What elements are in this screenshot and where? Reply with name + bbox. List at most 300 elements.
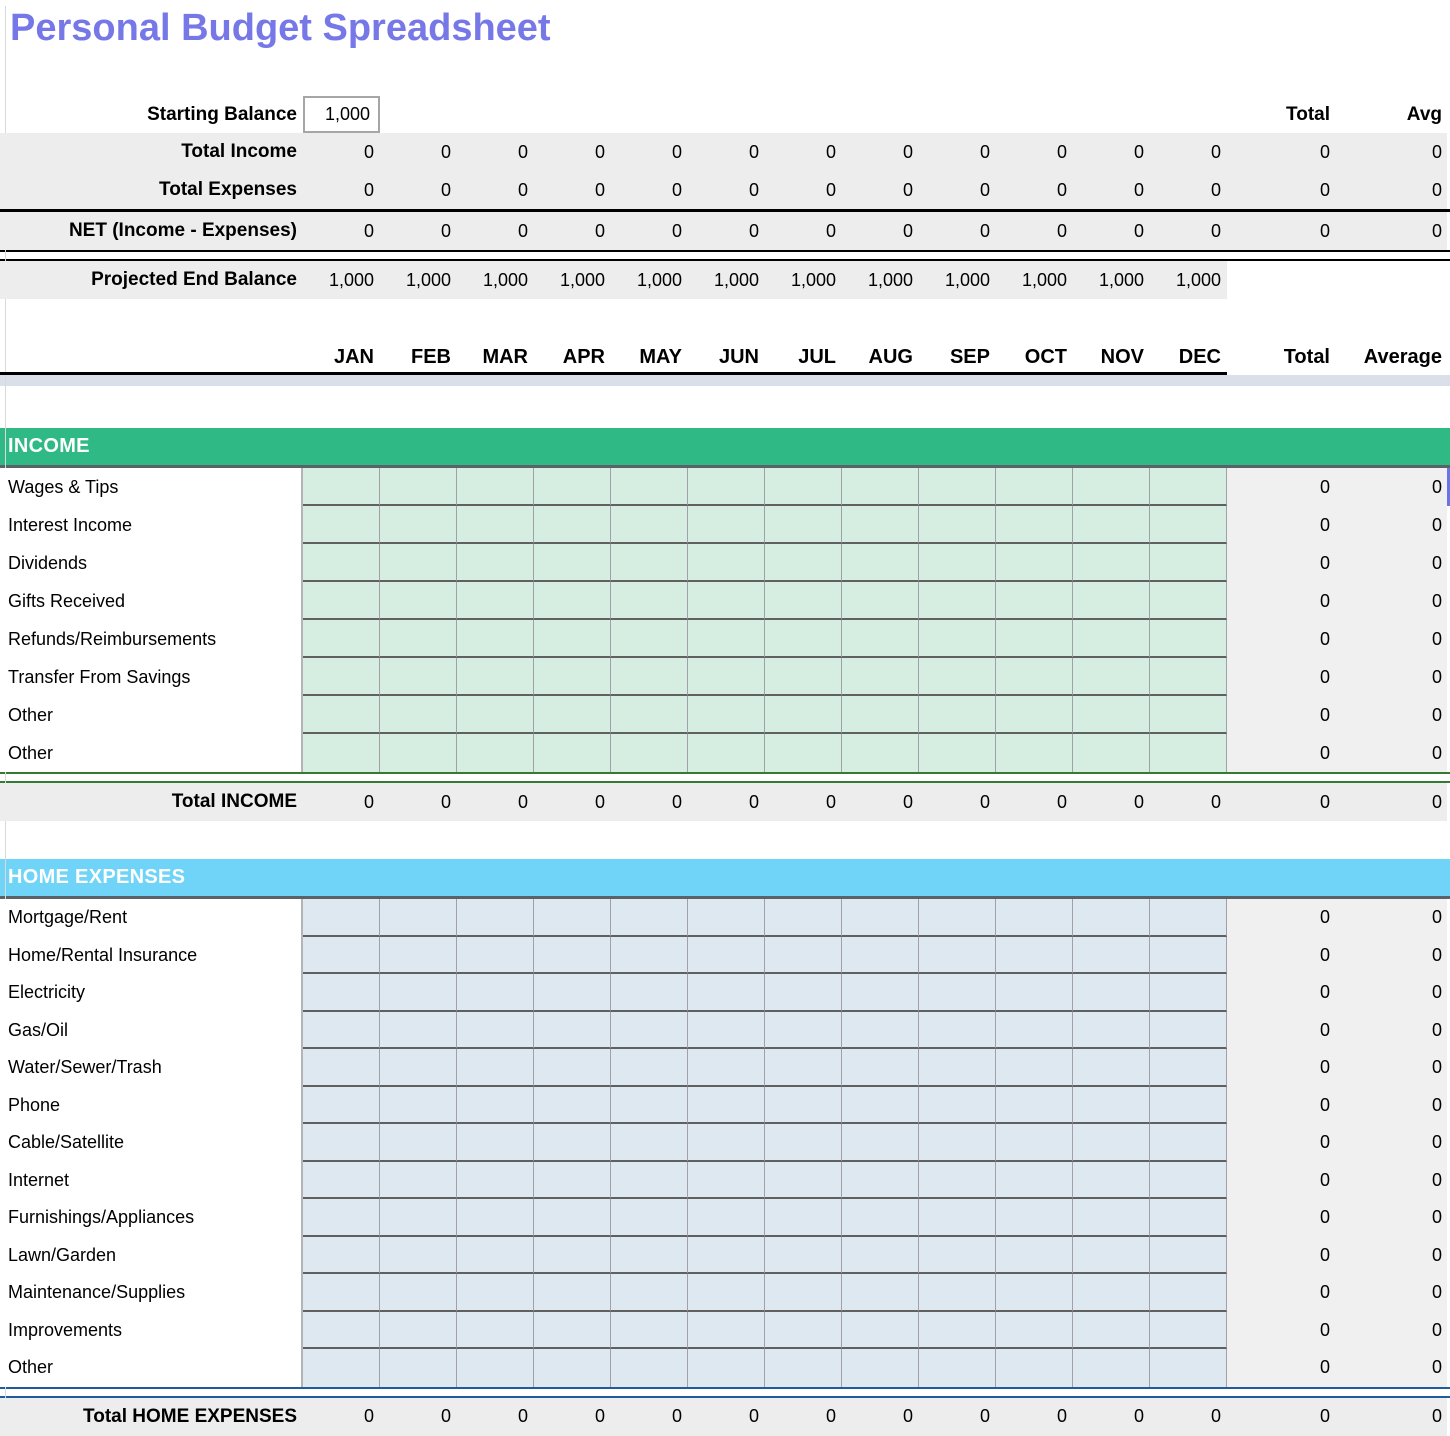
data-cell[interactable] [1150, 1087, 1227, 1125]
data-cell[interactable] [1073, 1049, 1150, 1087]
data-cell[interactable] [765, 1012, 842, 1050]
data-cell[interactable] [919, 582, 996, 620]
data-cell[interactable] [534, 974, 611, 1012]
total-month-value: 0 [842, 1398, 919, 1436]
data-cell[interactable] [534, 506, 611, 544]
data-cell[interactable] [996, 1049, 1073, 1087]
average-label: Average [1363, 345, 1442, 368]
data-cell[interactable] [919, 1087, 996, 1125]
data-cell[interactable] [996, 974, 1073, 1012]
data-cell[interactable] [534, 582, 611, 620]
data-cell[interactable] [688, 1199, 765, 1237]
data-cell[interactable] [765, 658, 842, 696]
data-cell[interactable] [688, 696, 765, 734]
data-cell[interactable] [303, 696, 380, 734]
data-cell[interactable] [1150, 582, 1227, 620]
data-cell[interactable] [996, 734, 1073, 772]
data-cell[interactable] [457, 1087, 534, 1125]
data-cell[interactable] [1073, 620, 1150, 658]
data-cell[interactable] [919, 1237, 996, 1275]
data-cell[interactable] [534, 620, 611, 658]
data-cell[interactable] [303, 899, 380, 937]
data-cell[interactable] [380, 1199, 457, 1237]
data-cell[interactable] [380, 1274, 457, 1312]
data-cell[interactable] [1150, 1237, 1227, 1275]
data-cell[interactable] [534, 734, 611, 772]
data-cell[interactable] [1073, 696, 1150, 734]
data-cell[interactable] [457, 696, 534, 734]
data-cell[interactable] [611, 1124, 688, 1162]
data-cell[interactable] [996, 1237, 1073, 1275]
data-cell[interactable] [688, 1349, 765, 1387]
row-label-cell[interactable]: Wages & Tips [0, 468, 303, 506]
data-cell[interactable] [688, 1087, 765, 1125]
row-label-cell[interactable]: Furnishings/Appliances [0, 1199, 303, 1237]
data-cell[interactable] [1150, 937, 1227, 975]
total-month-value: 0 [457, 1398, 534, 1436]
row-label-cell[interactable]: Gas/Oil [0, 1012, 303, 1050]
data-cell[interactable] [380, 937, 457, 975]
data-cell[interactable] [611, 696, 688, 734]
data-cell[interactable] [996, 937, 1073, 975]
data-cell[interactable] [457, 1162, 534, 1200]
data-cell[interactable] [303, 1087, 380, 1125]
data-cell[interactable] [534, 1312, 611, 1350]
row-label-cell[interactable]: Home/Rental Insurance [0, 937, 303, 975]
summary-month-value: 0 [996, 171, 1073, 209]
data-cell[interactable] [765, 974, 842, 1012]
data-cell[interactable] [919, 974, 996, 1012]
data-cell[interactable] [996, 1012, 1073, 1050]
data-cell[interactable] [688, 1162, 765, 1200]
data-cell[interactable] [688, 937, 765, 975]
data-cell[interactable] [303, 658, 380, 696]
data-cell[interactable] [919, 1199, 996, 1237]
data-cell[interactable] [1073, 1274, 1150, 1312]
data-cell[interactable] [303, 582, 380, 620]
summary-month-value: 1,000 [534, 261, 611, 299]
row-label-cell[interactable]: Other [0, 696, 303, 734]
data-cell[interactable] [765, 937, 842, 975]
row-label-cell[interactable]: Other [0, 734, 303, 772]
row-label-cell[interactable]: Mortgage/Rent [0, 899, 303, 937]
data-cell[interactable] [842, 937, 919, 975]
data-cell[interactable] [534, 1012, 611, 1050]
data-cell[interactable] [303, 734, 380, 772]
data-cell[interactable] [1150, 1124, 1227, 1162]
data-cell[interactable] [688, 734, 765, 772]
data-cell[interactable] [380, 1087, 457, 1125]
data-cell[interactable] [611, 1312, 688, 1350]
data-cell[interactable] [1073, 1087, 1150, 1125]
data-cell[interactable] [1150, 1012, 1227, 1050]
data-cell[interactable] [842, 1049, 919, 1087]
data-cell[interactable] [303, 620, 380, 658]
data-cell[interactable] [534, 1162, 611, 1200]
row-label-cell[interactable]: Water/Sewer/Trash [0, 1049, 303, 1087]
data-cell[interactable] [842, 1012, 919, 1050]
data-cell[interactable] [380, 506, 457, 544]
data-cell[interactable] [380, 1162, 457, 1200]
data-cell[interactable] [611, 658, 688, 696]
data-cell[interactable] [919, 1274, 996, 1312]
data-cell[interactable] [919, 734, 996, 772]
data-cell[interactable] [457, 899, 534, 937]
data-cell[interactable] [842, 468, 919, 506]
row-label-cell[interactable]: Interest Income [0, 506, 303, 544]
data-cell[interactable] [688, 544, 765, 582]
data-cell[interactable] [688, 582, 765, 620]
data-cell[interactable] [611, 582, 688, 620]
data-cell[interactable] [688, 1012, 765, 1050]
total-month-value: 0 [842, 783, 919, 821]
row-avg-value: 0 [1337, 734, 1447, 772]
data-cell[interactable] [380, 899, 457, 937]
row-label-cell[interactable]: Gifts Received [0, 582, 303, 620]
row-label-cell[interactable]: Dividends [0, 544, 303, 582]
summary-month-value: 0 [919, 212, 996, 250]
data-cell[interactable] [1150, 544, 1227, 582]
data-cell[interactable] [996, 1162, 1073, 1200]
data-cell[interactable] [611, 734, 688, 772]
total-month-value: 0 [1150, 1398, 1227, 1436]
data-cell[interactable] [996, 582, 1073, 620]
data-cell[interactable] [1073, 468, 1150, 506]
data-cell[interactable] [919, 696, 996, 734]
data-cell[interactable] [996, 899, 1073, 937]
data-cell[interactable] [457, 1274, 534, 1312]
data-cell[interactable] [611, 1274, 688, 1312]
data-cell[interactable] [534, 544, 611, 582]
data-cell[interactable] [919, 506, 996, 544]
data-cell[interactable] [611, 1012, 688, 1050]
data-cell[interactable] [457, 937, 534, 975]
data-cell[interactable] [380, 468, 457, 506]
data-cell[interactable] [611, 974, 688, 1012]
data-cell[interactable] [534, 1087, 611, 1125]
data-cell[interactable] [1150, 1312, 1227, 1350]
data-cell[interactable] [996, 506, 1073, 544]
data-cell[interactable] [765, 1199, 842, 1237]
data-cell[interactable] [996, 620, 1073, 658]
data-cell[interactable] [919, 1349, 996, 1387]
row-total-value: 0 [1227, 1162, 1337, 1200]
data-cell[interactable] [534, 696, 611, 734]
summary-month-value: 1,000 [919, 261, 996, 299]
data-cell[interactable] [457, 1049, 534, 1087]
data-cell[interactable] [765, 899, 842, 937]
data-cell[interactable] [534, 1199, 611, 1237]
data-cell[interactable] [457, 620, 534, 658]
data-cell[interactable] [380, 696, 457, 734]
data-cell[interactable] [842, 1162, 919, 1200]
data-cell[interactable] [1150, 658, 1227, 696]
data-cell[interactable] [1073, 544, 1150, 582]
data-cell[interactable] [303, 974, 380, 1012]
data-cell[interactable] [996, 696, 1073, 734]
data-cell[interactable] [1150, 974, 1227, 1012]
row-label-cell[interactable]: Refunds/Reimbursements [0, 620, 303, 658]
data-cell[interactable] [380, 734, 457, 772]
data-cell[interactable] [688, 1274, 765, 1312]
data-cell[interactable] [534, 658, 611, 696]
data-cell[interactable] [688, 1049, 765, 1087]
data-cell[interactable] [457, 544, 534, 582]
data-cell[interactable] [996, 1312, 1073, 1350]
data-cell[interactable] [688, 974, 765, 1012]
data-cell[interactable] [996, 1349, 1073, 1387]
data-cell[interactable] [765, 1274, 842, 1312]
data-cell[interactable] [919, 544, 996, 582]
row-label-cell[interactable]: Maintenance/Supplies [0, 1274, 303, 1312]
data-cell[interactable] [457, 506, 534, 544]
data-cell[interactable] [688, 506, 765, 544]
data-cell[interactable] [380, 1124, 457, 1162]
expenses-total-divider [0, 1387, 1450, 1398]
data-cell[interactable] [380, 1012, 457, 1050]
data-cell[interactable] [842, 1124, 919, 1162]
data-cell[interactable] [303, 468, 380, 506]
data-cell[interactable] [1073, 899, 1150, 937]
data-cell[interactable] [1073, 1199, 1150, 1237]
data-cell[interactable] [765, 1162, 842, 1200]
data-cell[interactable] [534, 468, 611, 506]
row-total-value: 0 [1227, 899, 1337, 937]
data-cell[interactable] [842, 1349, 919, 1387]
data-cell[interactable] [688, 658, 765, 696]
data-cell[interactable] [842, 1312, 919, 1350]
data-cell[interactable] [688, 1124, 765, 1162]
data-cell[interactable] [842, 658, 919, 696]
data-cell[interactable] [611, 1087, 688, 1125]
data-cell[interactable] [842, 1274, 919, 1312]
data-cell[interactable] [534, 1349, 611, 1387]
data-cell[interactable] [1150, 1349, 1227, 1387]
data-cell[interactable] [688, 899, 765, 937]
data-cell[interactable] [457, 734, 534, 772]
data-cell[interactable] [688, 468, 765, 506]
data-cell[interactable] [919, 658, 996, 696]
data-cell[interactable] [1073, 937, 1150, 975]
row-avg-value: 0 [1337, 1049, 1447, 1087]
data-cell[interactable] [1150, 468, 1227, 506]
data-cell[interactable] [765, 1349, 842, 1387]
data-cell[interactable] [380, 1237, 457, 1275]
data-cell[interactable] [611, 544, 688, 582]
row-label-cell[interactable]: Other [0, 1349, 303, 1387]
row-label-cell[interactable]: Transfer From Savings [0, 658, 303, 696]
data-cell[interactable] [303, 1274, 380, 1312]
data-cell[interactable] [919, 1312, 996, 1350]
data-cell[interactable] [919, 1124, 996, 1162]
income-row [0, 544, 1450, 582]
expense-row [0, 1312, 1450, 1350]
data-cell[interactable] [765, 506, 842, 544]
summary-month-value: 1,000 [303, 261, 380, 299]
row-label-cell[interactable]: Cable/Satellite [0, 1124, 303, 1162]
data-cell[interactable] [1073, 1312, 1150, 1350]
data-cell[interactable] [1073, 974, 1150, 1012]
data-cell[interactable] [842, 506, 919, 544]
data-cell[interactable] [842, 582, 919, 620]
data-cell[interactable] [919, 1012, 996, 1050]
data-cell[interactable] [457, 974, 534, 1012]
data-cell[interactable] [534, 1124, 611, 1162]
data-cell[interactable] [842, 544, 919, 582]
data-cell[interactable] [842, 1199, 919, 1237]
data-cell[interactable] [919, 899, 996, 937]
data-cell[interactable] [1073, 734, 1150, 772]
data-cell[interactable] [534, 1049, 611, 1087]
data-cell[interactable] [1150, 1162, 1227, 1200]
data-cell[interactable] [457, 1237, 534, 1275]
row-label-cell[interactable]: Improvements [0, 1312, 303, 1350]
data-cell[interactable] [688, 1237, 765, 1275]
total-month-value: 0 [1150, 783, 1227, 821]
row-label-cell[interactable]: Lawn/Garden [0, 1237, 303, 1275]
data-cell[interactable] [1150, 1199, 1227, 1237]
data-cell[interactable] [1073, 506, 1150, 544]
data-cell[interactable] [842, 1087, 919, 1125]
data-cell[interactable] [919, 1049, 996, 1087]
data-cell[interactable] [765, 468, 842, 506]
data-cell[interactable] [996, 544, 1073, 582]
data-cell[interactable] [611, 899, 688, 937]
data-cell[interactable] [457, 1012, 534, 1050]
data-cell[interactable] [457, 582, 534, 620]
month-label: FEB [411, 345, 451, 368]
data-cell[interactable] [842, 734, 919, 772]
data-cell[interactable] [1150, 506, 1227, 544]
data-cell[interactable] [1073, 1124, 1150, 1162]
data-cell[interactable] [534, 1237, 611, 1275]
data-cell[interactable] [1073, 1349, 1150, 1387]
data-cell[interactable] [457, 1199, 534, 1237]
data-cell[interactable] [1150, 899, 1227, 937]
data-cell[interactable] [765, 1049, 842, 1087]
data-cell[interactable] [534, 1274, 611, 1312]
data-cell[interactable] [457, 1349, 534, 1387]
data-cell[interactable] [996, 658, 1073, 696]
row-label-cell[interactable]: Electricity [0, 974, 303, 1012]
data-cell[interactable] [611, 620, 688, 658]
data-cell[interactable] [534, 937, 611, 975]
data-cell[interactable] [919, 937, 996, 975]
data-cell[interactable] [611, 1237, 688, 1275]
data-cell[interactable] [765, 1124, 842, 1162]
data-cell[interactable] [996, 468, 1073, 506]
data-cell[interactable] [919, 620, 996, 658]
data-cell[interactable] [1150, 1049, 1227, 1087]
summary-month-value: 1,000 [380, 261, 457, 299]
data-cell[interactable] [303, 1199, 380, 1237]
data-cell[interactable] [842, 899, 919, 937]
data-cell[interactable] [380, 544, 457, 582]
data-cell[interactable] [842, 974, 919, 1012]
data-cell[interactable] [1150, 1274, 1227, 1312]
data-cell[interactable] [1073, 1162, 1150, 1200]
data-cell[interactable] [996, 1199, 1073, 1237]
data-cell[interactable] [1150, 620, 1227, 658]
data-cell[interactable] [688, 620, 765, 658]
data-cell[interactable] [303, 1012, 380, 1050]
data-cell[interactable] [688, 1312, 765, 1350]
data-cell[interactable] [1150, 734, 1227, 772]
row-label-cell[interactable]: Phone [0, 1087, 303, 1125]
data-cell[interactable] [380, 1312, 457, 1350]
data-cell[interactable] [303, 1049, 380, 1087]
data-cell[interactable] [303, 544, 380, 582]
data-cell[interactable] [380, 974, 457, 1012]
data-cell[interactable] [1150, 696, 1227, 734]
row-label-cell[interactable]: Internet [0, 1162, 303, 1200]
data-cell[interactable] [611, 1049, 688, 1087]
data-cell[interactable] [765, 620, 842, 658]
data-cell[interactable] [842, 696, 919, 734]
total-row-avg: 0 [1337, 1398, 1447, 1436]
data-cell[interactable] [919, 1162, 996, 1200]
data-cell[interactable] [457, 468, 534, 506]
data-cell[interactable] [1073, 1012, 1150, 1050]
data-cell[interactable] [1073, 1237, 1150, 1275]
expense-row [0, 1049, 1450, 1087]
data-cell[interactable] [996, 1124, 1073, 1162]
data-cell[interactable] [457, 658, 534, 696]
data-cell[interactable] [303, 1312, 380, 1350]
data-cell[interactable] [765, 1237, 842, 1275]
data-cell[interactable] [996, 1274, 1073, 1312]
data-cell[interactable] [842, 620, 919, 658]
summary-avg-value [1337, 261, 1447, 299]
data-cell[interactable] [611, 1349, 688, 1387]
data-cell[interactable] [765, 1312, 842, 1350]
data-cell[interactable] [765, 1087, 842, 1125]
data-cell[interactable] [842, 1237, 919, 1275]
data-cell[interactable] [611, 937, 688, 975]
data-cell[interactable] [611, 1162, 688, 1200]
data-cell[interactable] [534, 899, 611, 937]
data-cell[interactable] [611, 506, 688, 544]
data-cell[interactable] [303, 937, 380, 975]
data-cell[interactable] [611, 468, 688, 506]
starting-balance-input[interactable]: 1,000 [303, 96, 380, 133]
data-cell[interactable] [1073, 582, 1150, 620]
data-cell[interactable] [1073, 658, 1150, 696]
data-cell[interactable] [611, 1199, 688, 1237]
data-cell[interactable] [380, 620, 457, 658]
data-cell[interactable] [919, 468, 996, 506]
data-cell[interactable] [303, 1349, 380, 1387]
data-cell[interactable] [303, 1237, 380, 1275]
data-cell[interactable] [380, 1349, 457, 1387]
data-cell[interactable] [765, 544, 842, 582]
data-cell[interactable] [380, 1049, 457, 1087]
data-cell[interactable] [457, 1312, 534, 1350]
data-cell[interactable] [765, 582, 842, 620]
data-cell[interactable] [380, 658, 457, 696]
data-cell[interactable] [457, 1124, 534, 1162]
data-cell[interactable] [765, 696, 842, 734]
data-cell[interactable] [380, 582, 457, 620]
data-cell[interactable] [996, 1087, 1073, 1125]
summary-month-value: 0 [765, 171, 842, 209]
total-row-label: Total HOME EXPENSES [0, 1398, 303, 1436]
data-cell[interactable] [765, 734, 842, 772]
data-cell[interactable] [303, 1124, 380, 1162]
data-cell[interactable] [303, 506, 380, 544]
summary-row [0, 261, 1450, 299]
data-cell[interactable] [303, 1162, 380, 1200]
